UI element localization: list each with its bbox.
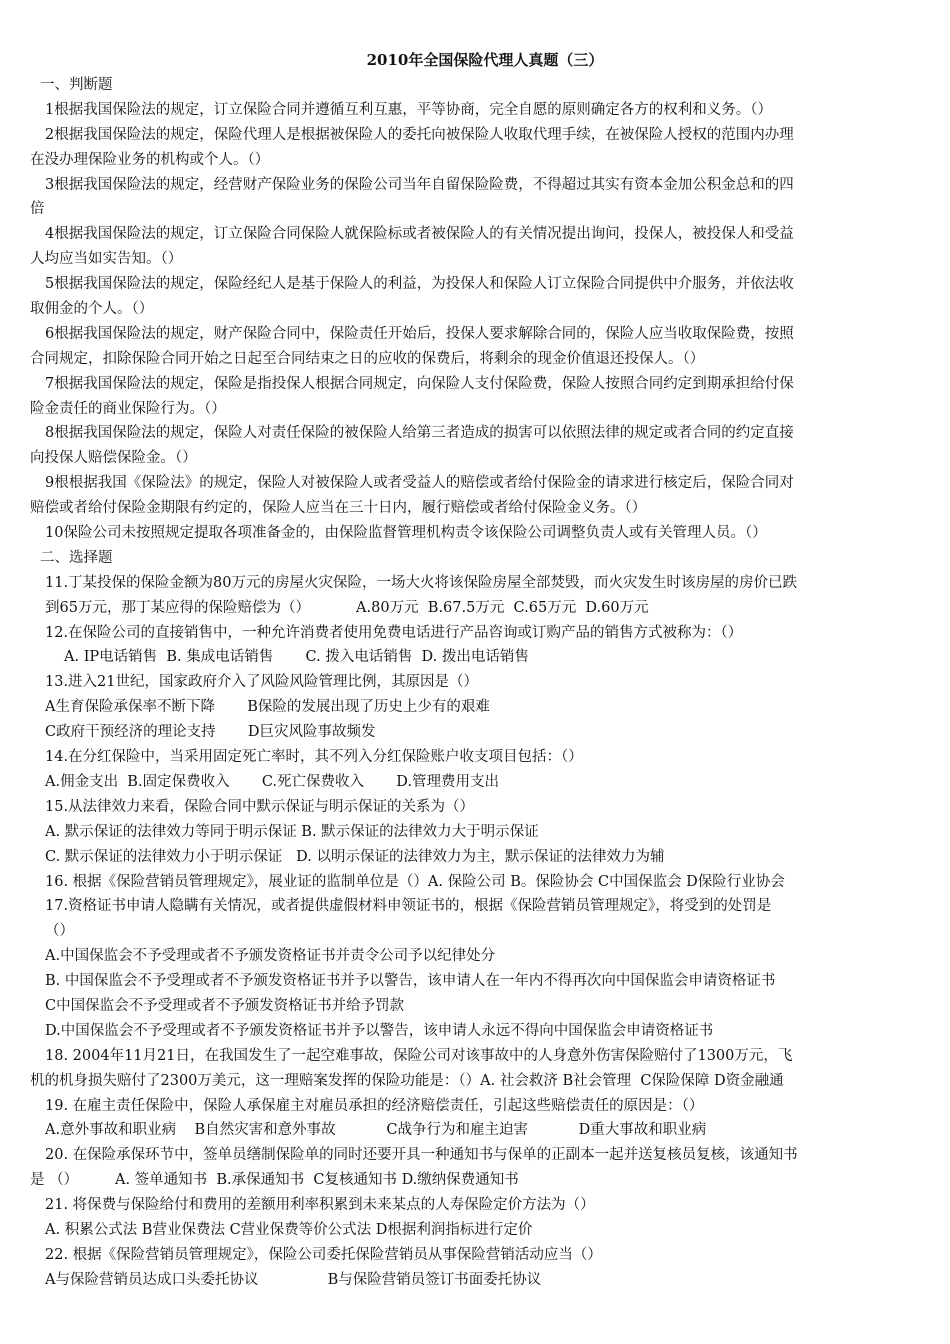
text-line: A. IP电话销售 B. 集成电话销售 C. 拨入电话销售 D. 拨出电话销售 [64, 649, 529, 666]
text-line: 向投保人赔偿保险金。（） [30, 450, 197, 467]
text-line: A.中国保监会不予受理或者不予颁发资格证书并责令公司予以纪律处分 [45, 948, 496, 965]
text-line: 11.丁某投保的保险金额为80万元的房屋火灾保险，一场大火将该保险房屋全部焚毁，而火灾发生时该房屋的房价已跌 [45, 574, 798, 591]
text-line: A与保险营销员达成口头委托协议 B与保险营销员签订书面委托协议 [45, 1271, 542, 1288]
text-line: 12.在保险公司的直接销售中，一种允许消费者使用免费电话进行产品咨询或订购产品的销售方式被称为：（） [45, 624, 743, 641]
text-line: 9根根据我国《保险法》的规定，保险人对被保险人或者受益人的赔偿或者给付保险金的请求进行核定后，保险合同对 [45, 475, 794, 492]
text-line: 5根据我国保险法的规定，保险经纪人是基于保险人的利益，为投保人和保险人订立保险合同提供中介服务，并依法收 [45, 276, 794, 293]
text-line: C中国保监会不予受理或者不予颁发资格证书并给予罚款 [45, 997, 405, 1014]
text-line: 一、判断题 [40, 77, 113, 93]
text-line: A. 默示保证的法律效力等同于明示保证 B. 默示保证的法律效力大于明示保证 [45, 823, 539, 840]
text-line: 13.进入21世纪，国家政府介入了风险风险管理比例，其原因是（） [45, 674, 479, 691]
text-line: 倍 [30, 201, 45, 218]
text-line: 3根据我国保险法的规定，经营财产保险业务的保险公司当年自留保险险费，不得超过其实有资本金加公积金总和的四 [45, 176, 794, 193]
text-line: 取佣金的个人。（） [30, 301, 154, 318]
text-line: B. 中国保监会不予受理或者不予颁发资格证书并予以警告，该申请人在一年内不得再次向中国保监会申请资格证书 [45, 973, 776, 990]
text-line: 6根据我国保险法的规定，财产保险合同中，保险责任开始后，投保人要求解除合同的，保险人应当收取保险费，按照 [45, 325, 794, 342]
document-body [30, 73, 920, 1293]
text-line: C政府干预经济的理论支持 D巨灾风险事故频发 [45, 724, 376, 741]
text-line: 赔偿或者给付保险金期限有约定的，保险人应当在三十日内，履行赔偿或者给付保险金义务。（） [30, 500, 647, 517]
text-line: 18. 2004年11月21日，在我国发生了一起空难事故，保险公司对该事故中的人身意外伤害保险赔付了1300万元，飞 [45, 1047, 793, 1064]
text-line: 17.资格证书申请人隐瞒有关情况，或者提供虚假材料申领证书的，根据《保险营销员管理规定》，将受到的处罚是 [45, 898, 772, 915]
text-line: 16. 根据《保险营销员管理规定》，展业证的监制单位是（）A. 保险公司 B。保险协会 C中国保监会 D保险行业协会 [45, 873, 785, 890]
text-line: 15.从法律效力来看，保险合同中默示保证与明示保证的关系为（） [45, 798, 475, 815]
text-line: 7根据我国保险法的规定，保险是指投保人根据合同规定，向保险人支付保险费，保险人按照合同约定到期承担给付保 [45, 375, 794, 392]
text-line: 21. 将保费与保险给付和费用的差额用利率积累到未来某点的人寿保险定价方法为（） [45, 1197, 595, 1214]
text-line: 险金责任的商业保险行为。（） [30, 400, 226, 417]
text-line: A生育保险承保率不断下降 B保险的发展出现了历史上少有的艰难 [45, 699, 490, 716]
text-line: 20. 在保险承保环节中，签单员缮制保险单的同时还要开具一种通知书与保单的正副本一起并送复核员复核，该通知书 [45, 1147, 798, 1164]
text-line: 二、选择题 [40, 549, 113, 566]
text-line: 在没办理保险业务的机构或个人。（） [30, 151, 270, 168]
text-line: A.佣金支出 B.固定保费收入 C.死亡保费收入 D.管理费用支出 [45, 773, 499, 790]
text-line: 人均应当如实告知。（） [30, 251, 183, 268]
document-page [30, 48, 920, 1293]
text-line: 到65万元，那丁某应得的保险赔偿为（） A.80万元 B.67.5万元 C.65万元 D.60万元 [45, 599, 649, 616]
text-line: D.中国保监会不予受理或者不予颁发资格证书并予以警告，该申请人永远不得向中国保监会申请资格证书 [45, 1022, 714, 1039]
text-line: 8根据我国保险法的规定，保险人对责任保险的被保险人给第三者造成的损害可以依照法律的规定或者合同的约定直接 [45, 425, 794, 442]
text-line: 机的机身损失赔付了2300万美元，这一理赔案发挥的保险功能是：（）A. 社会救济 B社会管理 C保险保障 D资金融通 [30, 1072, 784, 1089]
text-line: （） [45, 923, 74, 940]
text-line: 4根据我国保险法的规定，订立保险合同保险人就保险标或者被保险人的有关情况提出询问，投保人，被投保人和受益 [45, 226, 794, 243]
text-line: A. 积累公式法 B营业保费法 C营业保费等价公式法 D根据利润指标进行定价 [45, 1221, 533, 1238]
text-line: 是 （） A. 签单通知书 B.承保通知书 C复核通知书 D.缴纳保费通知书 [30, 1172, 519, 1189]
text-line: 2根据我国保险法的规定，保险代理人是根据被保险人的委托向被保险人收取代理手续，在被保险人授权的范围内办理 [45, 126, 794, 143]
text-line: 合同规定，扣除保险合同开始之日起至合同结束之日的应收的保费后，将剩余的现金价值退还投保人。（） [30, 350, 705, 367]
text-line: 22. 根据《保险营销员管理规定》，保险公司委托保险营销员从事保险营销活动应当（） [45, 1246, 602, 1263]
text-line: 1根据我国保险法的规定，订立保险合同并遵循互利互惠，平等协商，完全自愿的原则确定各方的权利和义务。（） [45, 101, 772, 118]
document-title: 2010年全国保险代理人真题（三） [366, 51, 604, 69]
text-line: C. 默示保证的法律效力小于明示保证 D. 以明示保证的法律效力为主，默示保证的法律效力为辅 [45, 848, 665, 865]
text-line: 14.在分红保险中，当采用固定死亡率时，其不列入分红保险账户收支项目包括：（） [45, 749, 583, 766]
text-line: 19. 在雇主责任保险中，保险人承保雇主对雇员承担的经济赔偿责任，引起这些赔偿责任的原因是：（） [45, 1097, 704, 1114]
text-line: A.意外事故和职业病 B自然灾害和意外事故 C战争行为和雇主迫害 D重大事故和职业病 [45, 1122, 707, 1139]
text-line: 10保险公司未按照规定提取各项准备金的，由保险监督管理机构责令该保险公司调整负责人或有关管理人员。（） [45, 525, 767, 542]
